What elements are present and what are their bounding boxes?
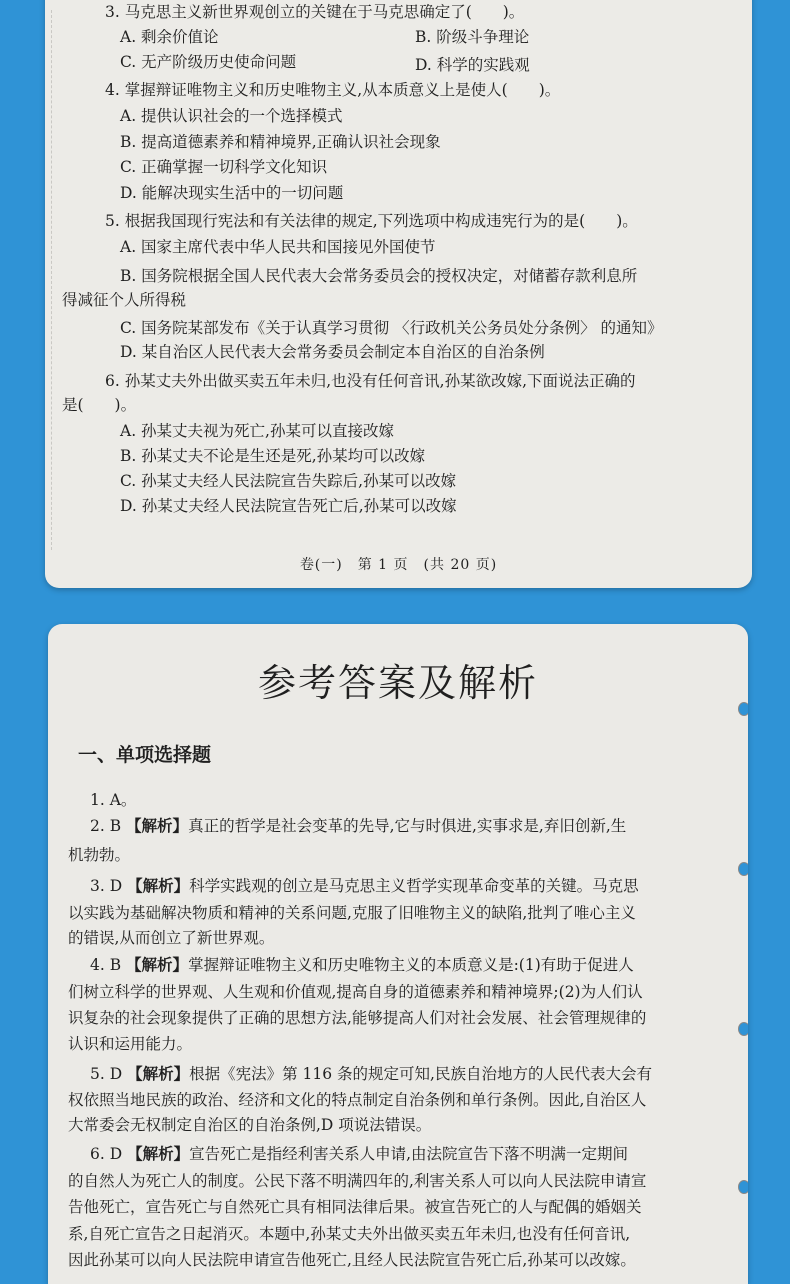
analysis-tag: 【解析】 [127,877,190,895]
answer-label: 5. D [90,1065,123,1083]
answer-4 [90,955,634,975]
answer-2-cont: 机勃勃。 [68,846,131,864]
answer-label: 4. B [90,956,122,974]
answer-text: 科学实践观的创立是马克思主义哲学实现革命变革的关键。马克思 [189,877,639,895]
q6-option-c: C. 孙某丈夫经人民法院宣告失踪后,孙某可以改嫁 [120,472,457,490]
answer-3 [90,876,639,896]
q3-option-c: C. 无产阶级历史使命问题 [120,53,297,71]
answer-label: 2. B [90,817,122,835]
analysis-tag: 【解析】 [126,956,189,974]
answer-4-cont: 认识和运用能力。 [68,1035,193,1053]
answer-6-cont: 的自然人为死亡人的制度。公民下落不明满四年的,利害关系人可以向人民法院申请宣 [68,1172,647,1190]
q5-option-c: C. 国务院某部发布《关于认真学习贯彻 〈行政机关公务员处分条例〉 的通知》 [120,319,663,337]
exam-page [45,0,752,588]
binder-hole [738,862,748,876]
answer-1: 1. A。 [90,791,137,809]
analysis-tag: 【解析】 [127,1065,190,1083]
answer-3-cont: 以实践为基础解决物质和精神的关系问题,克服了旧唯物主义的缺陷,批判了唯心主义 [68,904,636,922]
q5-option-a: A. 国家主席代表中华人民共和国接见外国使节 [120,238,436,256]
section-heading: 一、单项选择题 [78,744,212,766]
answer-text: 掌握辩证唯物主义和历史唯物主义的本质意义是:(1)有助于促进人 [188,956,634,974]
answer-page [48,624,748,1284]
q5-option-b: B. 国务院根据全国人民代表大会常务委员会的授权决定，对储蓄存款利息所 [120,267,638,285]
q3-option-b: B. 阶级斗争理论 [415,28,530,46]
q3-option-d: D. 科学的实践观 [415,56,530,74]
q6-stem: 6. 孙某丈夫外出做买卖五年未归,也没有任何音讯,孙某欲改嫁,下面说法正确的 [105,372,636,390]
q6-stem-cont: 是( )。 [62,396,137,414]
answer-3-cont: 的错误,从而创立了新世界观。 [68,929,275,947]
q5-option-b-cont: 得减征个人所得税 [62,291,187,309]
page-title: 参考答案及解析 [257,661,538,705]
answer-5-cont: 权依照当地民族的政治、经济和文化的特点制定自治条例和单行条例。因此,自治区人 [68,1091,647,1109]
answer-text: 宣告死亡是指经利害关系人申请,由法院宣告下落不明满一定期间 [189,1145,629,1163]
answer-6 [90,1144,628,1164]
answer-text: 真正的哲学是社会变革的先导,它与时俱进,实事求是,弃旧创新,生 [188,817,627,835]
answer-6-cont: 系,自死亡宣告之日起消灭。本题中,孙某丈夫外出做买卖五年未归,也没有任何音讯, [68,1225,631,1243]
analysis-tag: 【解析】 [127,1145,190,1163]
q4-option-c: C. 正确掌握一切科学文化知识 [120,158,328,176]
q4-option-a: A. 提供认识社会的一个选择模式 [120,107,343,125]
answer-5-cont: 大常委会无权制定自治区的自治条例,D 项说法错误。 [68,1116,432,1134]
analysis-tag: 【解析】 [126,817,189,835]
page-footer: 卷(一) 第 1 页 (共 20 页) [299,557,498,573]
answer-5 [90,1064,652,1084]
answer-6-cont: 因此孙某可以向人民法院申请宣告他死亡,且经人民法院宣告死亡后,孙某可以改嫁。 [68,1251,636,1269]
answer-label: 6. D [90,1145,123,1163]
q6-option-d: D. 孙某丈夫经人民法院宣告死亡后,孙某可以改嫁 [120,497,457,515]
binder-hole [738,1022,748,1036]
q4-stem: 4. 掌握辩证唯物主义和历史唯物主义,从本质意义上是使人( )。 [105,81,561,99]
q5-option-d: D. 某自治区人民代表大会常务委员会制定本自治区的自治条例 [120,343,545,361]
binder-hole [738,1180,748,1194]
q6-option-a: A. 孙某丈夫视为死亡,孙某可以直接改嫁 [120,422,394,440]
answer-6-cont: 告他死亡，宣告死亡与自然死亡具有相同法律后果。被宣告死亡的人与配偶的婚姻关 [68,1198,642,1216]
q4-option-d: D. 能解决现实生活中的一切问题 [120,184,344,202]
q6-option-b: B. 孙某丈夫不论是生还是死,孙某均可以改嫁 [120,447,426,465]
q4-option-b: B. 提高道德素养和精神境界,正确认识社会现象 [120,133,441,151]
answer-label: 3. D [90,877,123,895]
q5-stem: 5. 根据我国现行宪法和有关法律的规定,下列选项中构成违宪行为的是( )。 [105,212,638,230]
answer-2 [90,816,626,836]
q3-stem: 3. 马克思主义新世界观创立的关键在于马克思确定了( )。 [105,3,525,21]
answer-4-cont: 识复杂的社会现象提供了正确的思想方法,能够提高人们对社会发展、社会管理规律的 [68,1009,647,1027]
answer-4-cont: 们树立科学的世界观、人生观和价值观,提高自身的道德素养和精神境界;(2)为人们认 [68,983,643,1001]
answer-text: 根据《宪法》第 116 条的规定可知,民族自治地方的人民代表大会有 [189,1065,652,1083]
margin-guide [51,10,52,550]
q3-option-a: A. 剩余价值论 [120,28,219,46]
